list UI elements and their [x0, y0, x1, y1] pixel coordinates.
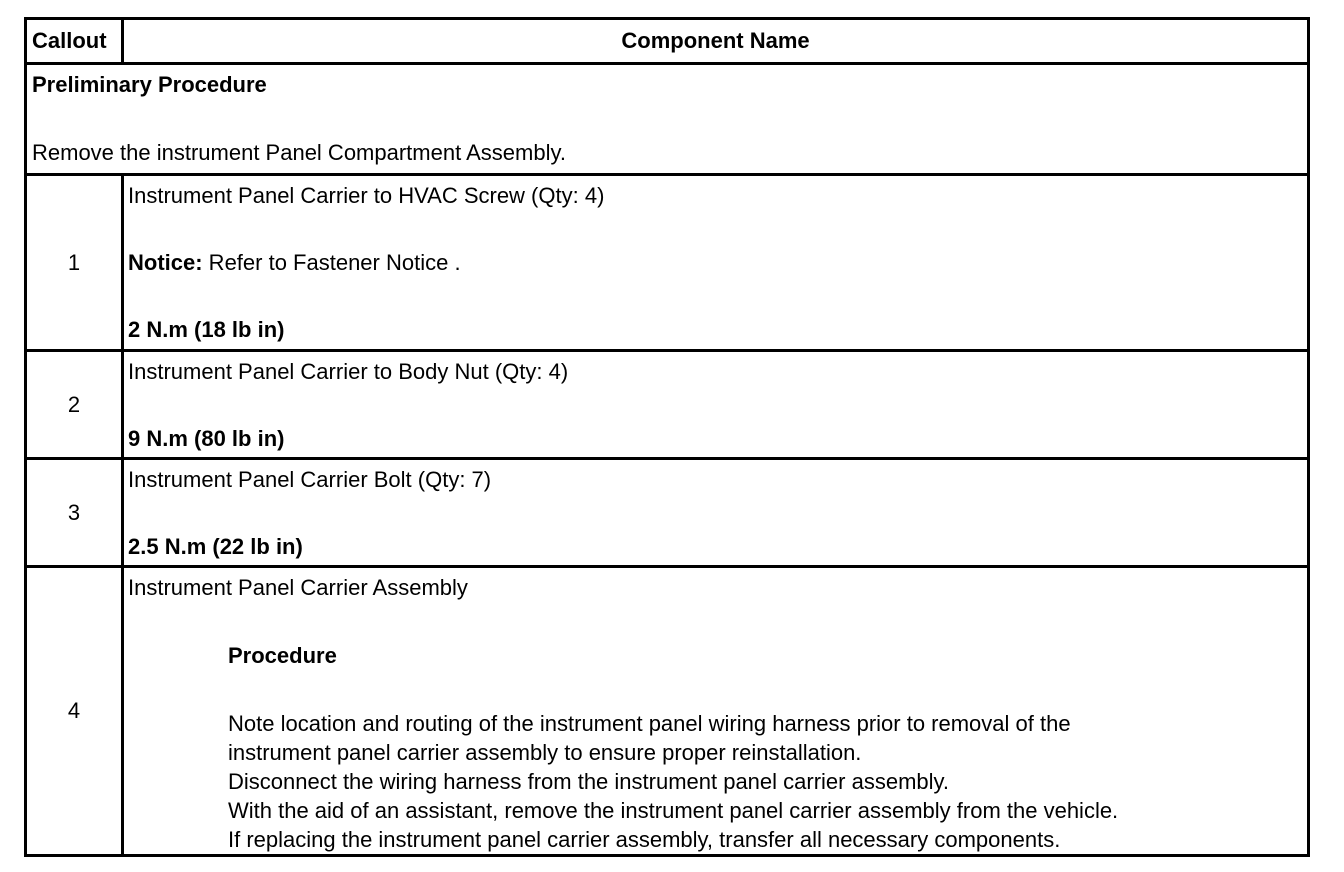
procedure-block	[128, 642, 1303, 854]
callout-number: 3	[26, 459, 123, 567]
component-name: Instrument Panel Carrier to Body Nut (Qty: 4)	[128, 359, 569, 384]
table-header-row	[26, 19, 1309, 64]
notice-label: Notice:	[128, 250, 203, 275]
component-table	[24, 17, 1310, 857]
component-name-column-header: Component Name	[123, 19, 1309, 64]
procedure-title: Procedure	[228, 643, 337, 668]
component-name: Instrument Panel Carrier Assembly	[128, 575, 468, 600]
table-row	[26, 175, 1309, 351]
component-name: Instrument Panel Carrier Bolt (Qty: 7)	[128, 467, 492, 492]
table-row	[26, 351, 1309, 459]
component-name: Instrument Panel Carrier to HVAC Screw (Qty: 4)	[128, 183, 605, 208]
preliminary-row	[26, 64, 1309, 175]
procedure-steps	[228, 709, 1303, 854]
procedure-step: instrument panel carrier assembly to ensure proper reinstallation.	[228, 740, 862, 765]
notice-line	[128, 249, 1303, 277]
preliminary-cell	[26, 64, 1309, 175]
procedure-step: Note location and routing of the instrument panel wiring harness prior to removal of the	[228, 711, 1071, 736]
component-cell	[123, 567, 1309, 856]
callout-number: 1	[26, 175, 123, 351]
torque-spec: 2 N.m (18 lb in)	[128, 317, 285, 342]
callout-column-header: Callout	[26, 19, 123, 64]
procedure-step: Disconnect the wiring harness from the instrument panel carrier assembly.	[228, 769, 950, 794]
callout-number: 2	[26, 351, 123, 459]
procedure-step: If replacing the instrument panel carrier assembly, transfer all necessary components.	[228, 827, 1061, 852]
component-cell	[123, 175, 1309, 351]
component-cell	[123, 351, 1309, 459]
preliminary-title: Preliminary Procedure	[32, 72, 267, 97]
notice-text: Refer to Fastener Notice .	[202, 250, 461, 275]
table-row	[26, 459, 1309, 567]
procedure-step: With the aid of an assistant, remove the instrument panel carrier assembly from the vehicle.	[228, 798, 1119, 823]
preliminary-text: Remove the instrument Panel Compartment Assembly.	[32, 140, 566, 165]
torque-spec: 9 N.m (80 lb in)	[128, 426, 285, 451]
torque-spec: 2.5 N.m (22 lb in)	[128, 534, 303, 559]
table-row	[26, 567, 1309, 856]
component-cell	[123, 459, 1309, 567]
callout-number: 4	[26, 567, 123, 856]
